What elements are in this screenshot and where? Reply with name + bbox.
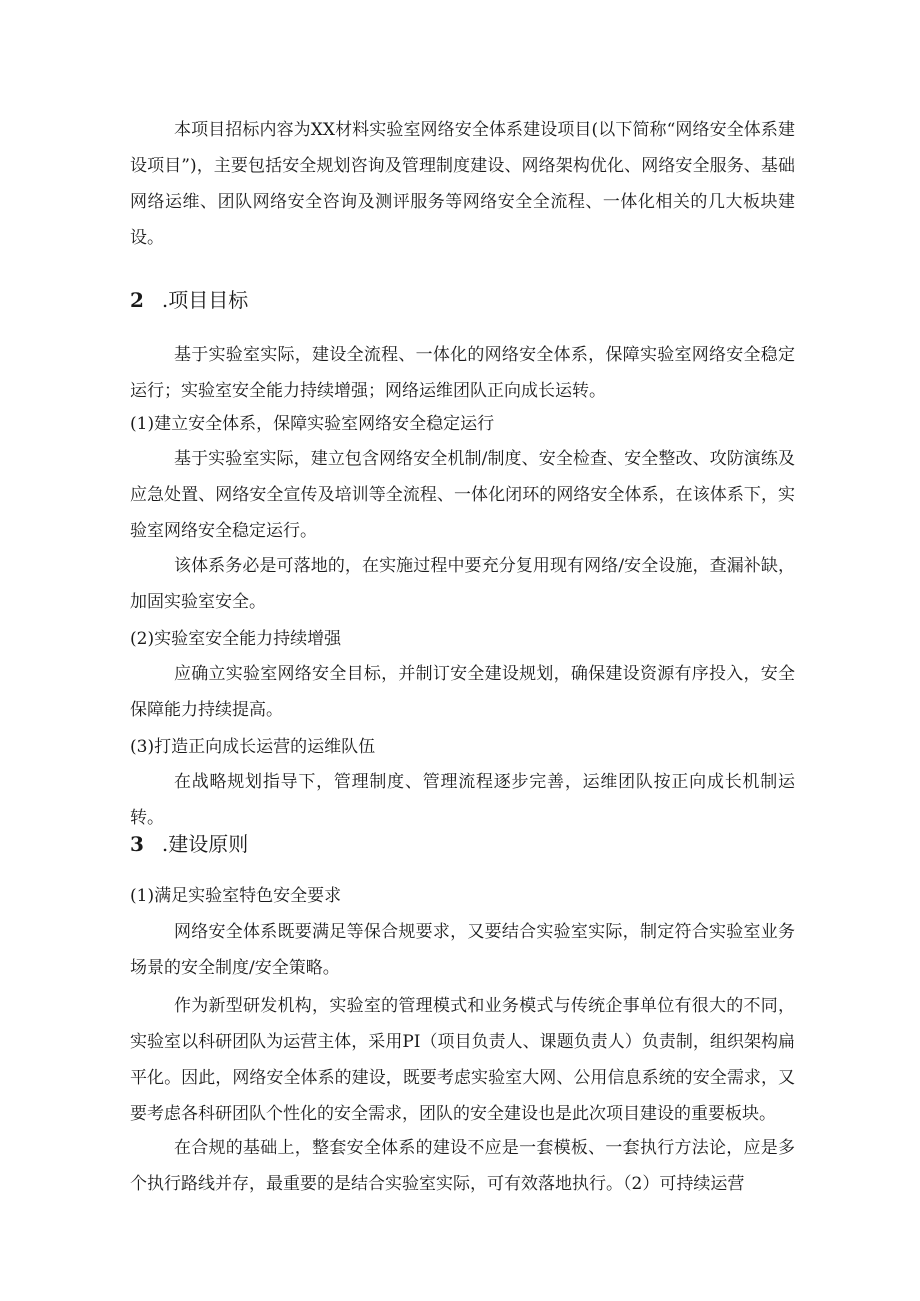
section-2-item-3-paragraph: 在战略规划指导下，管理制度、管理流程逐步完善，运维团队按正向成长机制运转。	[130, 772, 795, 828]
intro-paragraph: 本项目招标内容为XX材料实验室网络安全体系建设项目(以下简称“网络安全体系建设项目”)，主要包括安全规划咨询及管理制度建设、网络架构优化、网络安全服务、基础网络运维、团队网络安全咨询及测评服务等网络安全全流程、一体化相关的几大板块建设。	[130, 120, 795, 248]
section-2-item-1-paragraph-2: 该体系务必是可落地的，在实施过程中要充分复用现有网络/安全设施，查漏补缺，加固实验室安全。	[130, 556, 795, 612]
section-2-item-2-title: (2)实验室安全能力持续增强	[130, 629, 342, 649]
section-3-item-1-paragraph-1: 网络安全体系既要满足等保合规要求，又要结合实验室实际，制定符合实验室业务场景的安全制度/安全策略。	[130, 922, 795, 978]
section-2-heading	[130, 282, 795, 318]
section-2-number: 2	[130, 288, 144, 312]
section-2-paragraph: 基于实验室实际，建设全流程、一体化的网络安全体系，保障实验室网络安全稳定运行；实验室安全能力持续增强；网络运维团队正向成长运转。	[130, 345, 795, 401]
section-3-item-1-title: (1)满足实验室特色安全要求	[130, 886, 342, 906]
section-2-item-2-paragraph: 应确立实验室网络安全目标，并制订安全建设规划，确保建设资源有序投入，安全保障能力持续提高。	[130, 664, 795, 720]
section-3-item-1-paragraph-2: 作为新型研发机构，实验室的管理模式和业务模式与传统企事单位有很大的不同，实验室以科研团队为运营主体，采用PI（项目负责人、课题负责人）负责制，组织架构扁平化。因此，网络安全体系的建设，既要考虑实验室大网、公用信息系统的安全需求，又要考虑各科研团队个性化的安全需求，团队的安全建设也是此次项目建设的重要板块。	[130, 996, 795, 1124]
section-2-item-3-title: (3)打造正向成长运营的运维队伍	[130, 737, 376, 757]
section-2-item-1-paragraph-1: 基于实验室实际，建立包含网络安全机制/制度、安全检查、安全整改、攻防演练及应急处置、网络安全宣传及培训等全流程、一体化闭环的网络安全体系，在该体系下，实验室网络安全稳定运行。	[130, 449, 795, 541]
section-3-item-1-paragraph-3: 在合规的基础上，整套安全体系的建设不应是一套模板、一套执行方法论，应是多个执行路线并存，最重要的是结合实验室实际，可有效落地执行。（2）可持续运营	[130, 1138, 795, 1194]
section-3-number: 3	[130, 832, 144, 856]
section-3-heading	[130, 826, 795, 862]
section-2-title: .项目目标	[161, 288, 249, 312]
section-3-title: .建设原则	[161, 832, 249, 856]
section-2-item-1-title: (1)建立安全体系，保障实验室网络安全稳定运行	[130, 414, 495, 434]
